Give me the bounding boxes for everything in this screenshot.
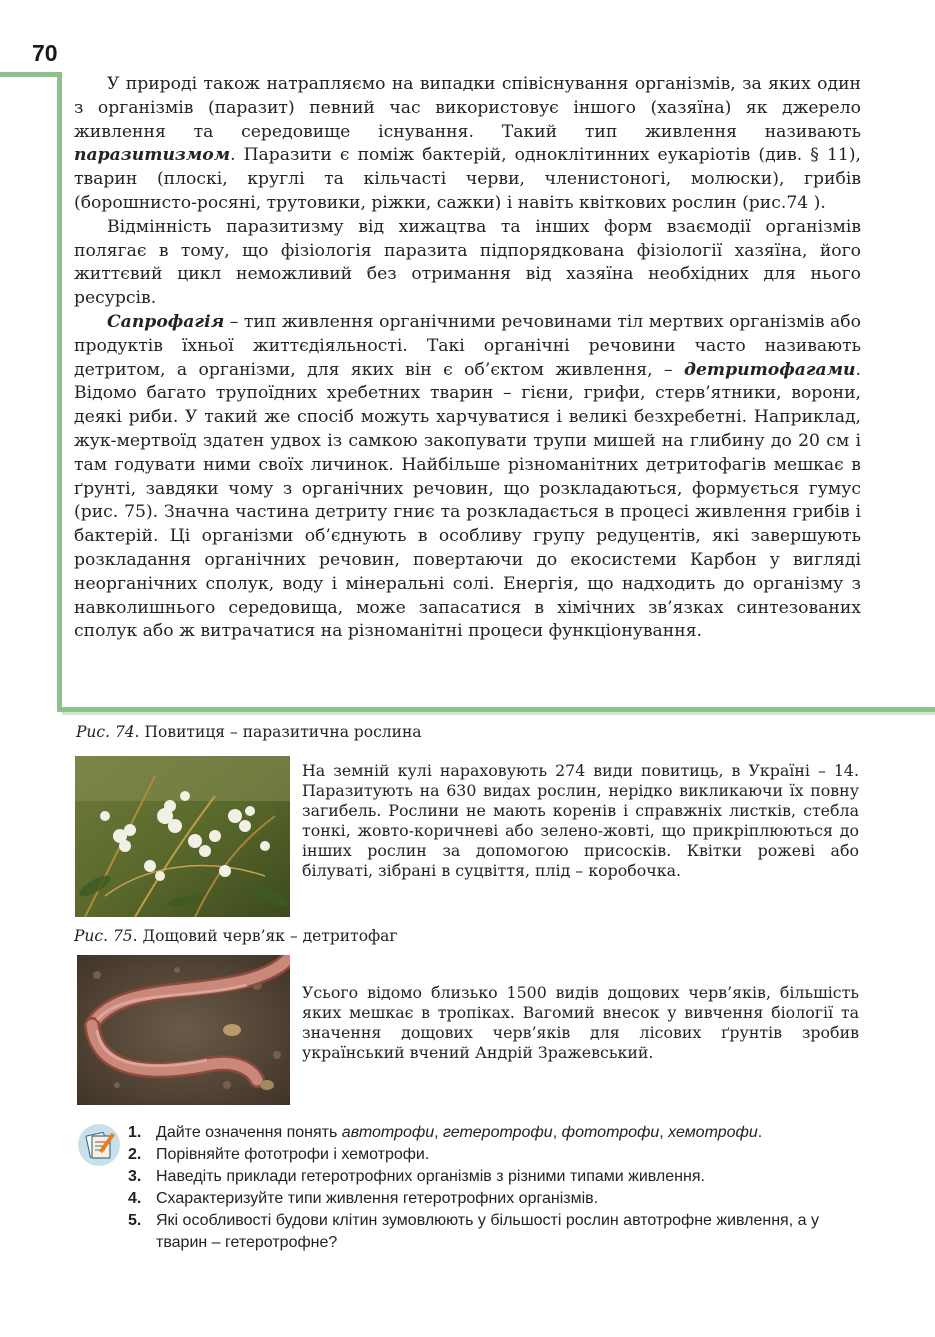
- paragraph-saprophagy: Сапрофагія – тип живлення органічними речовинами тіл мертвих організмів або продуктів їхньої життєдіяльності. Такі органічні речовини часто називають детритом, а організми, для яких він є об’єктом живлення, – детритофагами. Відомо багато трупоїдних хребетних тварин – гієни, грифи, стерв’ятники, ворони, деякі риби. У такий же спосіб можуть харчуватися і великі безхребетні. Наприклад, жук-мертвоїд здатен удвох із самкою закопувати трупи мишей на глибину до 20 см і там годувати ними своїх личинок. Найбільше різноманітних детритофагів мешкає в ґрунті, завдяки чому з органічних речовин, що розкладаються, формується гумус (рис. 75). Значна частина детриту гниє та розкладається в процесі живлення грибів і бактерій. Ці організми об’єднують в особливу групу редуцентів, які завершують розкладання органічних речовин, повертаючи до екосистеми Карбон у вигляді неорганічних сполук, воду і мінеральні солі. Енергія, що надходить до організму з навколишнього середовища, може запасатися в хімічних зв’язках синтезованих сполук або ж витрачатися на різноманітні процеси функціонування.: [74, 311, 861, 642]
- question-5: 5. Які особливості будови клітин зумовлюють у більшості рослин автотрофне живлення, а у тварин – гетеротрофне?: [128, 1212, 819, 1251]
- figure-75-description: Усього відомо близько 1500 видів дощових черв’яків, більшість яких мешкає в тропіках. Вагомий внесок у вивчення біології та значення дощових черв’яків для лісових ґрунтів зробив український вчений Андрій Зражевський.: [302, 983, 859, 1062]
- dodder-plant-photo: [75, 756, 290, 917]
- review-questions: [128, 1122, 848, 1254]
- question-4: 4. Схарактеризуйте типи живлення гетеротрофних організмів.: [128, 1190, 599, 1207]
- question-2: 2. Порівняйте фототрофи і хемотрофи.: [128, 1146, 430, 1163]
- main-text-block: [74, 73, 861, 644]
- term-detritophages: детритофагами: [684, 359, 856, 380]
- notebook-pencil-icon: [78, 1124, 120, 1166]
- question-3: 3. Наведіть приклади гетеротрофних організмів з різними типами живлення.: [128, 1168, 705, 1185]
- frame-top-border: [0, 72, 58, 77]
- figure-74-caption: Рис. 74. Повитиця – паразитична рослина: [76, 723, 422, 741]
- paragraph-difference: Відмінність паразитизму від хижацтва та інших форм взаємодії організмів полягає в тому, що фізіологія паразита підпорядкована фізіології хазяїна, його життєвий цикл неможливий без отримання від хазяїна необхідних для нього ресурсів.: [74, 216, 861, 309]
- term-saprophagy: Сапрофагія: [107, 311, 225, 332]
- frame-left-border: [57, 72, 62, 712]
- figure-74-description: На земній кулі нараховують 274 види повитиць, в Україні – 14. Паразитують на 630 видах рослин, нерідко викликаючи їх повну загибель. Рослини не мають коренів і справжніх листків, стебла тонкі, жовто-коричневі або зелено-жовті, що прикріплюються до інших рослин за допомогою присосків. Квітки рожеві або білуваті, зібрані в суцвіття, плід – коробочка.: [302, 761, 859, 880]
- question-1: 1. Дайте означення понять автотрофи, гетеротрофи, фототрофи, хемотрофи.: [128, 1124, 763, 1141]
- frame-shadow: [62, 712, 935, 715]
- term-parasitism: паразитизмом: [74, 145, 231, 166]
- earthworm-photo: [77, 955, 290, 1105]
- figure-75-caption: Рис. 75. Дощовий черв’як – детритофаг: [74, 927, 398, 945]
- page-number: 70: [32, 40, 58, 66]
- paragraph-parasitism: У природі також натрапляємо на випадки співіснування організмів, за яких один з організмів (паразит) певний час використовує іншого (хазяїна) як джерело живлення та середовище існування. Такий тип живлення називають паразитизмом. Паразити є поміж бактерій, одноклітинних еукаріотів (див. § 11), тварин (плоскі, круглі та кільчасті черви, членистоногі, молюски), грибів (борошнисто-росяні, трутовики, ріжки, сажки) і навіть квіткових рослин (рис.74 ).: [74, 74, 861, 213]
